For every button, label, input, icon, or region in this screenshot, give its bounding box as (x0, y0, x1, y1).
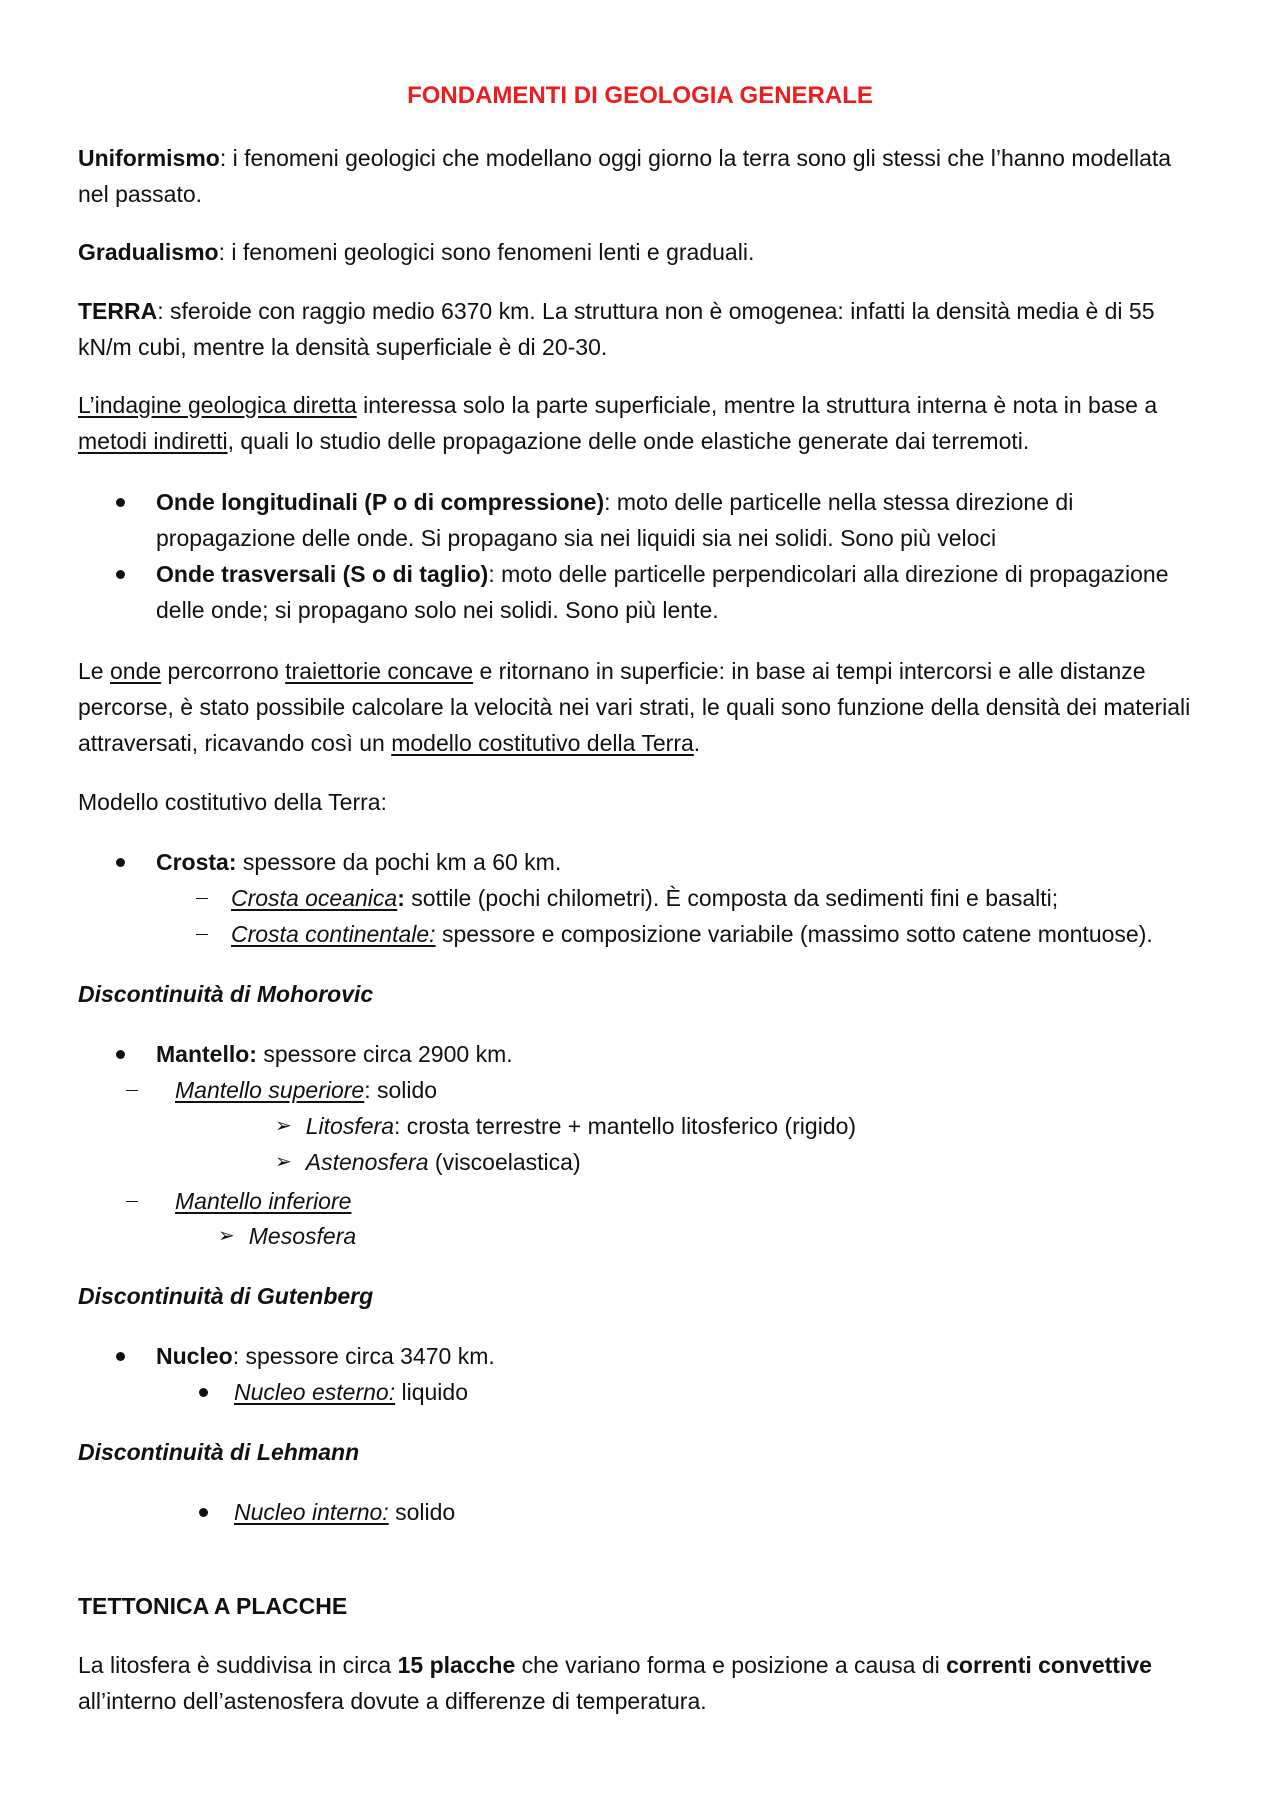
document-title: FONDAMENTI DI GEOLOGIA GENERALE (407, 82, 873, 109)
term-crosta-oceanica: Crosta oceanica (231, 885, 398, 911)
paragraph-onde (78, 653, 1208, 761)
paragraph-tettonica (78, 1647, 1208, 1719)
list-item-text (231, 916, 1153, 952)
paragraph-modello-intro: Modello costitutivo della Terra: (78, 789, 387, 815)
text-onde-longitudinali: : moto delle particelle nella stessa direzione di propagazione delle onde. Si propagano sia nei liquidi sia nei solidi. Sono più veloci (156, 489, 1074, 551)
bullet-icon (116, 1050, 125, 1059)
list-item-text (156, 844, 561, 880)
list-item-crosta-continentale (196, 916, 1206, 952)
term-nucleo: Nucleo (156, 1343, 233, 1369)
text-nucleo-esterno: liquido (395, 1379, 468, 1405)
text-gradualismo: : i fenomeni geologici sono fenomeni lenti e graduali. (218, 239, 755, 265)
underlined-onde: onde (109, 658, 162, 684)
term-nucleo-interno: Nucleo interno: (234, 1499, 389, 1525)
underlined-modello: modello costitutivo della Terra (391, 730, 694, 756)
text-tettonica-1: La litosfera è suddivisa in circa (78, 1652, 398, 1678)
term-crosta: Crosta: (156, 849, 237, 875)
bullet-icon (116, 858, 125, 867)
list-item-text (175, 1072, 437, 1108)
term-mantello-superiore: Mantello superiore (175, 1077, 365, 1103)
dash-icon (126, 1201, 138, 1202)
list-item-text (306, 1108, 856, 1144)
list-item-astenosfera (275, 1144, 1205, 1180)
bullet-icon (116, 570, 125, 579)
term-nucleo-esterno: Nucleo esterno: (234, 1379, 396, 1405)
term-litosfera: Litosfera (305, 1113, 394, 1139)
text-onde-trasversali: : moto delle particelle perpendicolari alla direzione di propagazione delle onde; si propagano solo nei solidi. Sono più lente. (156, 561, 1169, 623)
term-onde-trasversali: Onde trasversali (S o di taglio) (156, 561, 489, 587)
text-nucleo-interno: solido (388, 1499, 456, 1525)
paragraph-gradualismo (78, 234, 1208, 270)
list-item-mantello-inferiore (126, 1183, 1206, 1219)
colon: : (397, 885, 405, 911)
term-gradualismo: Gradualismo (78, 239, 219, 265)
heading-lehmann: Discontinuità di Lehmann (78, 1439, 360, 1465)
list-item-text (234, 1494, 455, 1530)
text-tettonica-2: che variano forma e posizione a causa di (515, 1652, 947, 1678)
text-crosta: spessore da pochi km a 60 km. (236, 849, 562, 875)
list-item-onde-trasversali (116, 556, 1206, 628)
list-item-mesosfera (218, 1218, 1198, 1254)
arrowhead-bullet-icon: ➢ (218, 1225, 235, 1247)
list-item-text (231, 880, 1058, 916)
term-uniformismo: Uniformismo (78, 145, 220, 171)
heading-tettonica: TETTONICA A PLACCHE (78, 1593, 348, 1619)
underlined-indagine-diretta: L’indagine geologica diretta (78, 392, 357, 418)
paragraph-indagine (78, 387, 1208, 459)
list-item-mantello-superiore (126, 1072, 1206, 1108)
text-onde-4: . (693, 730, 701, 756)
list-item-onde-longitudinali (116, 484, 1206, 556)
term-onde-longitudinali: Onde longitudinali (P o di compressione) (156, 489, 605, 515)
text-mantello: spessore circa 2900 km. (256, 1041, 513, 1067)
arrowhead-bullet-icon: ➢ (275, 1151, 292, 1173)
dash-icon (126, 1090, 138, 1091)
underlined-traiettorie: traiettorie concave (285, 658, 474, 684)
text-litosfera: : crosta terrestre + mantello litosferico (rigido) (393, 1113, 857, 1139)
dash-icon (196, 934, 208, 935)
list-item-text (175, 1183, 351, 1219)
term-crosta-continentale: Crosta continentale: (231, 921, 436, 947)
list-item-crosta (116, 844, 1206, 880)
arrowhead-bullet-icon: ➢ (275, 1115, 292, 1137)
list-item-text (156, 1338, 495, 1374)
term-astenosfera: Astenosfera (305, 1149, 429, 1175)
list-item-litosfera (275, 1108, 1205, 1144)
term-mantello-inferiore: Mantello inferiore (175, 1188, 352, 1214)
bullet-icon (116, 498, 125, 507)
text-terra: : sferoide con raggio medio 6370 km. La struttura non è omogenea: infatti la densità media è di 55 kN/m cubi, mentre la densità superficiale è di 20-30. (78, 298, 1155, 360)
list-item-text (234, 1374, 468, 1410)
list-item-text (156, 556, 1206, 628)
bullet-icon (199, 1508, 208, 1517)
text-tettonica-3: all’interno dell’astenosfera dovute a differenze di temperatura. (78, 1688, 707, 1714)
list-item-crosta-oceanica (196, 880, 1206, 916)
term-mantello: Mantello: (156, 1041, 257, 1067)
text-onde-1: Le (78, 658, 110, 684)
list-item-nucleo-esterno (199, 1374, 1199, 1410)
list-item-nucleo-interno (199, 1494, 1199, 1530)
text-onde-2: percorrono (161, 658, 286, 684)
term-terra: TERRA (78, 298, 158, 324)
text-indagine-1: interessa solo la parte superficiale, mentre la struttura interna è nota in base a (356, 392, 1158, 418)
list-item-text (156, 1036, 513, 1072)
text-crosta-continentale: spessore e composizione variabile (massimo sotto catene montuose). (435, 921, 1153, 947)
dash-icon (196, 898, 208, 899)
bullet-icon (116, 1352, 125, 1361)
text-astenosfera: (viscoelastica) (428, 1149, 581, 1175)
text-mantello-superiore: : solido (364, 1077, 438, 1103)
text-nucleo: : spessore circa 3470 km. (232, 1343, 495, 1369)
text-indagine-2: , quali lo studio delle propagazione delle onde elastiche generate dai terremoti. (227, 428, 1030, 454)
text-onde-3: e ritornano in superficie: in base ai tempi intercorsi e alle distanze percorse, è stato possibile calcolare la velocità nei vari strati, le quali sono funzione della densità dei materiali attraversati, ricavando così un (78, 658, 1191, 756)
paragraph-uniformismo (78, 140, 1208, 212)
bold-15-placche: 15 placche (397, 1652, 516, 1678)
text-crosta-oceanica: sottile (pochi chilometri). È composta da sedimenti fini e basalti; (404, 885, 1059, 911)
underlined-metodi-indiretti: metodi indiretti (78, 428, 228, 454)
list-item-text (156, 484, 1206, 556)
paragraph-terra (78, 293, 1208, 365)
bullet-icon (199, 1388, 208, 1397)
list-item-nucleo (116, 1338, 1206, 1374)
term-mesosfera: Mesosfera (248, 1223, 357, 1249)
heading-gutenberg: Discontinuità di Gutenberg (78, 1283, 374, 1309)
text-uniformismo: : i fenomeni geologici che modellano oggi giorno la terra sono gli stessi che l’hanno modellata nel passato. (78, 145, 1172, 207)
list-item-text (306, 1144, 581, 1180)
bold-correnti-convettive: correnti convettive (946, 1652, 1152, 1678)
list-item-mantello (116, 1036, 1206, 1072)
heading-mohorovic: Discontinuità di Mohorovic (78, 981, 374, 1007)
